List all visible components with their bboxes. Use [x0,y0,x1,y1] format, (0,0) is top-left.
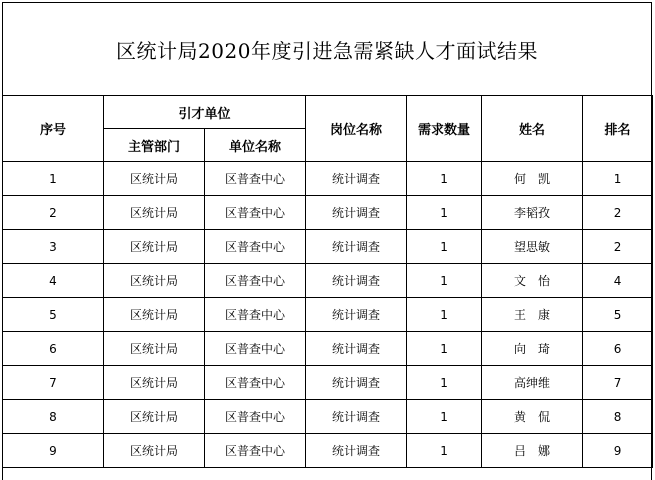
cell-name: 何 凯 [482,162,583,196]
header-unit-group: 引才单位 [104,96,306,129]
cell-position: 统计调查 [306,366,407,400]
cell-rank: 2 [583,196,653,230]
cell-unit: 区普查中心 [205,162,306,196]
cell-rank: 9 [583,434,653,468]
table-row [3,434,653,468]
header-demand: 需求数量 [407,96,482,162]
cell-dept: 区统计局 [104,332,205,366]
cell-demand: 1 [407,162,482,196]
cell-dept: 区统计局 [104,366,205,400]
table-row [3,332,653,366]
cell-seq: 1 [3,162,104,196]
cell-position: 统计调查 [306,332,407,366]
cell-rank: 8 [583,400,653,434]
cell-rank: 5 [583,298,653,332]
cell-position: 统计调查 [306,298,407,332]
cell-dept: 区统计局 [104,434,205,468]
cell-position: 统计调查 [306,264,407,298]
cell-unit: 区普查中心 [205,434,306,468]
cell-rank: 4 [583,264,653,298]
header-rank: 排名 [583,96,653,162]
cell-unit: 区普查中心 [205,332,306,366]
cell-name: 望思敏 [482,230,583,264]
header-unit: 单位名称 [205,129,306,162]
cell-dept: 区统计局 [104,230,205,264]
header-name: 姓名 [482,96,583,162]
cell-demand: 1 [407,434,482,468]
cell-name: 李韬孜 [482,196,583,230]
cell-seq: 7 [3,366,104,400]
results-table [2,95,653,468]
cell-seq: 2 [3,196,104,230]
table-row [3,298,653,332]
cell-demand: 1 [407,400,482,434]
cell-seq: 8 [3,400,104,434]
cell-position: 统计调查 [306,434,407,468]
cell-rank: 6 [583,332,653,366]
table-row [3,400,653,434]
cell-rank: 1 [583,162,653,196]
cell-position: 统计调查 [306,230,407,264]
results-sheet [2,2,652,480]
cell-dept: 区统计局 [104,162,205,196]
table-row [3,196,653,230]
table-row [3,162,653,196]
cell-position: 统计调查 [306,196,407,230]
table-row [3,230,653,264]
header-seq: 序号 [3,96,104,162]
header-row-1 [3,96,653,129]
cell-seq: 3 [3,230,104,264]
cell-name: 高绅维 [482,366,583,400]
table-row [3,264,653,298]
cell-seq: 9 [3,434,104,468]
cell-dept: 区统计局 [104,196,205,230]
cell-seq: 4 [3,264,104,298]
page-title: 区统计局2020年度引进急需紧缺人才面试结果 [116,38,538,63]
cell-name: 王 康 [482,298,583,332]
cell-name: 黄 侃 [482,400,583,434]
cell-seq: 6 [3,332,104,366]
cell-position: 统计调查 [306,400,407,434]
cell-dept: 区统计局 [104,264,205,298]
cell-unit: 区普查中心 [205,230,306,264]
cell-demand: 1 [407,230,482,264]
cell-unit: 区普查中心 [205,196,306,230]
cell-demand: 1 [407,298,482,332]
cell-name: 向 琦 [482,332,583,366]
cell-dept: 区统计局 [104,298,205,332]
cell-position: 统计调查 [306,162,407,196]
table-row [3,366,653,400]
cell-demand: 1 [407,264,482,298]
cell-dept: 区统计局 [104,400,205,434]
cell-demand: 1 [407,196,482,230]
table-body [3,162,653,468]
header-position: 岗位名称 [306,96,407,162]
cell-name: 吕 娜 [482,434,583,468]
cell-unit: 区普查中心 [205,298,306,332]
header-dept: 主管部门 [104,129,205,162]
cell-unit: 区普查中心 [205,366,306,400]
cell-unit: 区普查中心 [205,400,306,434]
cell-seq: 5 [3,298,104,332]
cell-demand: 1 [407,366,482,400]
cell-rank: 2 [583,230,653,264]
cell-name: 文 怡 [482,264,583,298]
cell-rank: 7 [583,366,653,400]
cell-unit: 区普查中心 [205,264,306,298]
cell-demand: 1 [407,332,482,366]
